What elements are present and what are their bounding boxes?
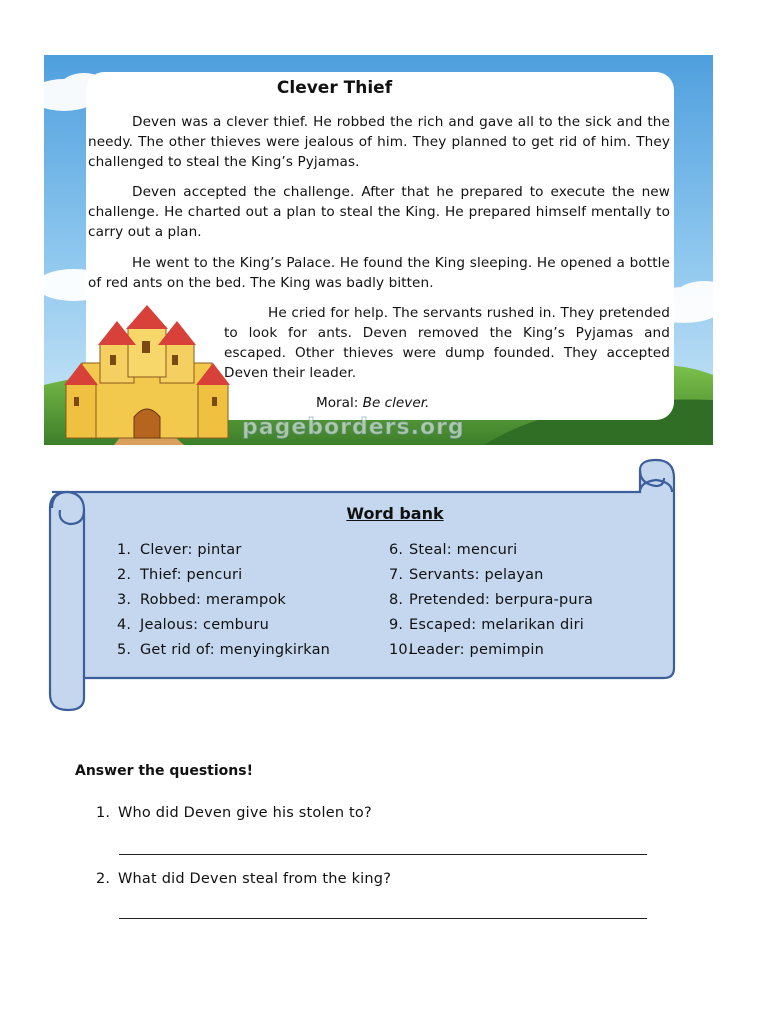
story-moral <box>0 395 669 411</box>
question-2: 2. What did Deven steal from the king? <box>96 871 392 887</box>
word-bank-list-left <box>117 538 330 663</box>
list-item: 10.Leader: pemimpin <box>389 642 544 658</box>
list-item: 1. Clever: pintar <box>117 542 242 558</box>
story-paragraph-3: He went to the King’s Palace. He found the King sleeping. He opened a bottle of red ants on the bed. The King was badly bitten. <box>88 255 670 291</box>
word-bank-title: Word bank <box>346 504 444 523</box>
story-paragraph-1: Deven was a clever thief. He robbed the rich and gave all to the sick and the needy. The other thieves were jealous of him. They planned to get rid of him. They challenged to steal the King’s Pyjamas. <box>88 114 670 170</box>
answer-line-1[interactable] <box>119 854 647 855</box>
list-item: 9. Escaped: melarikan diri <box>389 617 584 633</box>
answer-line-2[interactable] <box>119 918 647 919</box>
castle-illustration <box>62 305 232 440</box>
list-item: 2. Thief: pencuri <box>117 567 243 583</box>
word-bank-list-right <box>389 538 593 663</box>
moral-label: Moral: <box>316 395 359 411</box>
list-item: 6. Steal: mencuri <box>389 542 518 558</box>
questions-heading: Answer the questions! <box>75 763 253 779</box>
list-item: 8. Pretended: berpura-pura <box>389 592 594 608</box>
story-title: Clever Thief <box>276 78 393 98</box>
story-paragraph-4: He cried for help. The servants rushed in. They pretended to look for ants. Deven removed the King’s Pyjamas and escaped. Other thieves were dump founded. They accepted Deven their leader. <box>224 305 670 381</box>
watermark-text: pageborders.org <box>242 415 465 440</box>
list-item: 7. Servants: pelayan <box>389 567 544 583</box>
question-1: 1. Who did Deven give his stolen to? <box>96 805 372 821</box>
list-item: 3. Robbed: merampok <box>117 592 287 608</box>
list-item: 5. Get rid of: menyingkirkan <box>117 642 331 658</box>
list-item: 4. Jealous: cemburu <box>117 617 269 633</box>
moral-text: Be clever. <box>362 395 430 411</box>
story-paragraph-2: Deven accepted the challenge. After that he prepared to execute the new challenge. He charted out a plan to steal the King. He prepared himself mentally to carry out a plan. <box>88 184 670 240</box>
